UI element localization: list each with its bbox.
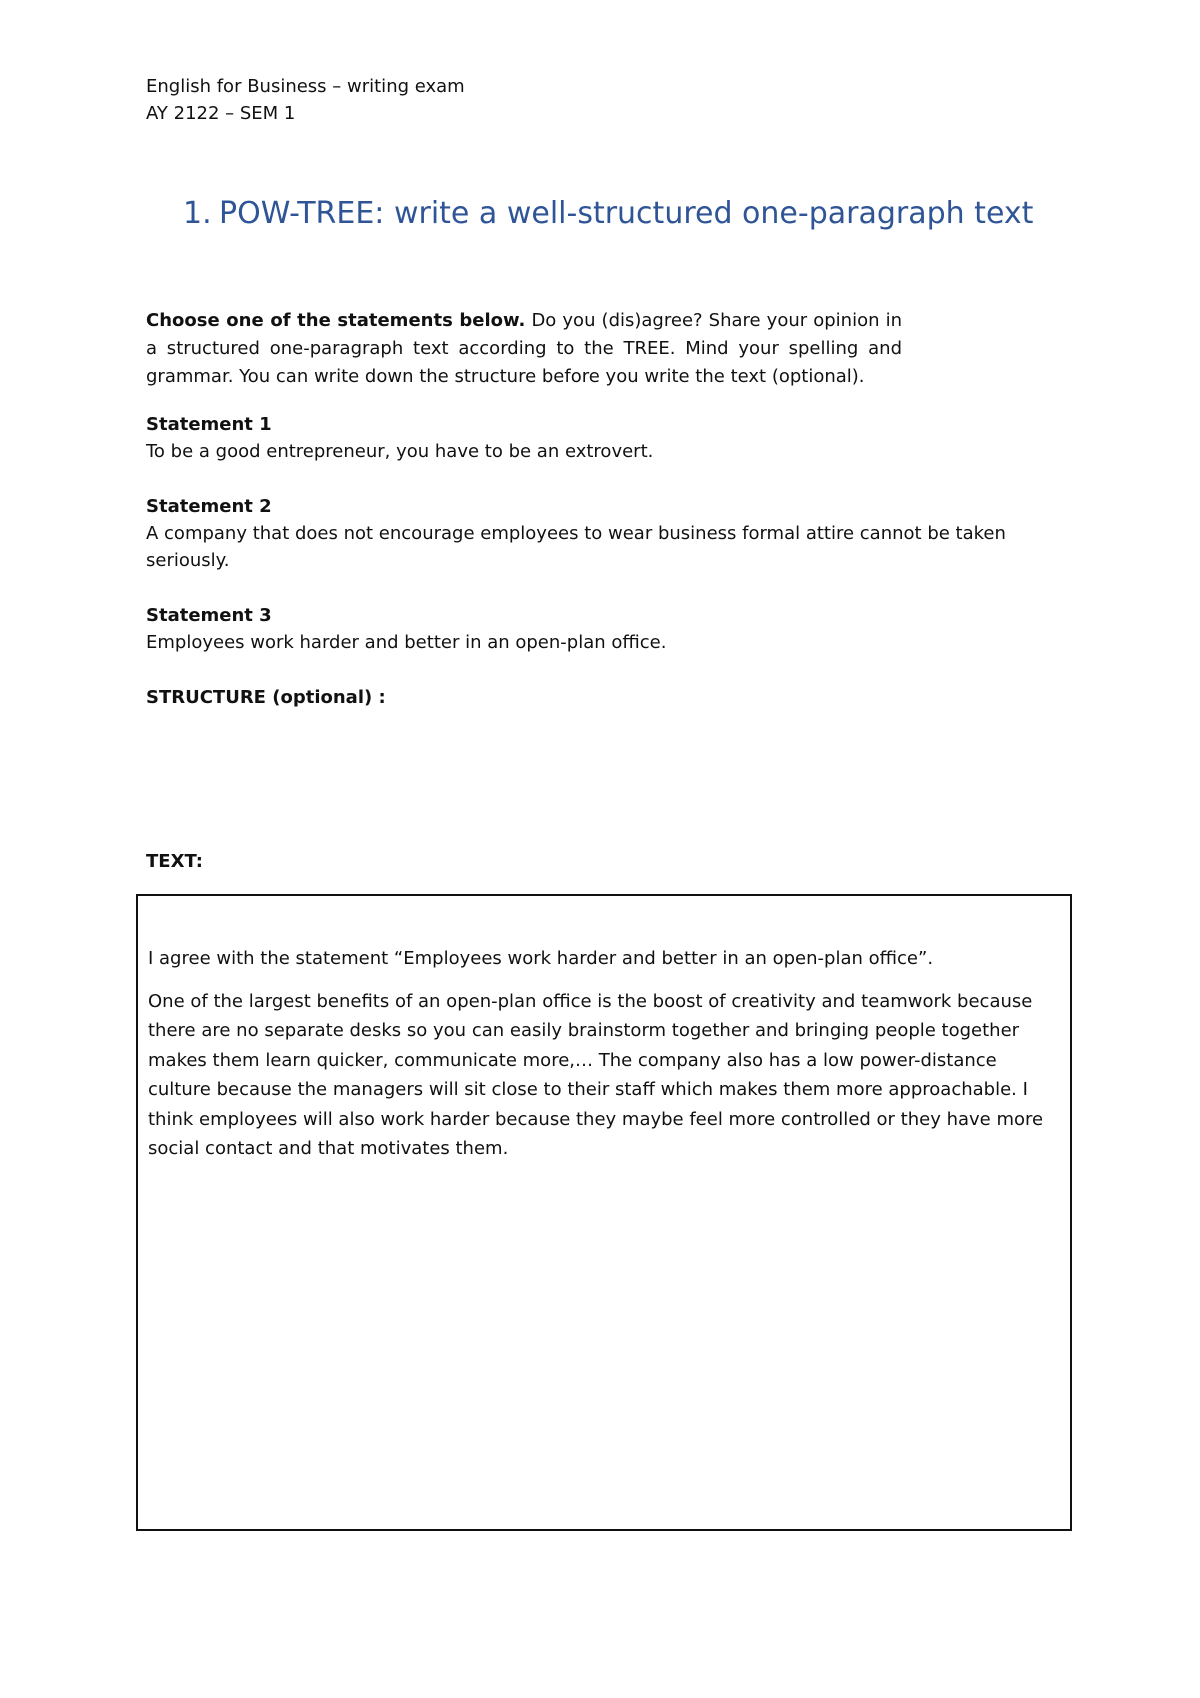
statement-text: To be a good entrepreneur, you have to be an extrovert. [146, 441, 654, 462]
statement-2 [146, 493, 1046, 574]
text-label: TEXT: [146, 851, 203, 872]
document-header [146, 73, 465, 127]
statement-1 [146, 411, 1046, 465]
answer-opening: I agree with the statement “Employees work harder and better in an open-plan office”. [148, 948, 934, 969]
statement-label: Statement 2 [146, 496, 272, 517]
question-title: POW-TREE: write a well-structured one-paragraph text [219, 196, 1034, 231]
course-title: English for Business – writing exam [146, 76, 465, 97]
instructions [146, 307, 902, 391]
structure-label: STRUCTURE (optional) : [146, 687, 386, 708]
instructions-lead: Choose one of the statements below. [146, 310, 526, 331]
instructions-rest: Do you (dis)agree? Share your opinion in a structured one-paragraph text according to the TREE. Mind your spelling and grammar. You can write down the structure before you write the text (optional). [146, 310, 902, 387]
answer-body: One of the largest benefits of an open-plan office is the boost of creativity and teamwork because there are no separate desks so you can easily brainstorm together and bringing people together makes them learn quicker, communicate more,… The company also has a low power-distance culture because the managers will sit close to their staff which makes them more approachable. I think employees will also work harder because they maybe feel more controlled or they have more social contact and that motivates them. [148, 990, 1044, 1159]
question-heading [183, 194, 1063, 234]
term-label: AY 2122 – SEM 1 [146, 103, 296, 124]
statement-label: Statement 3 [146, 605, 272, 626]
answer-text [148, 944, 1058, 1164]
statement-3 [146, 602, 1046, 656]
statement-text: A company that does not encourage employees to wear business formal attire cannot be taken seriously. [146, 523, 1006, 571]
statement-text: Employees work harder and better in an open-plan office. [146, 632, 667, 653]
answer-box[interactable] [136, 894, 1072, 1531]
question-number: 1. [183, 196, 212, 231]
statement-label: Statement 1 [146, 414, 272, 435]
